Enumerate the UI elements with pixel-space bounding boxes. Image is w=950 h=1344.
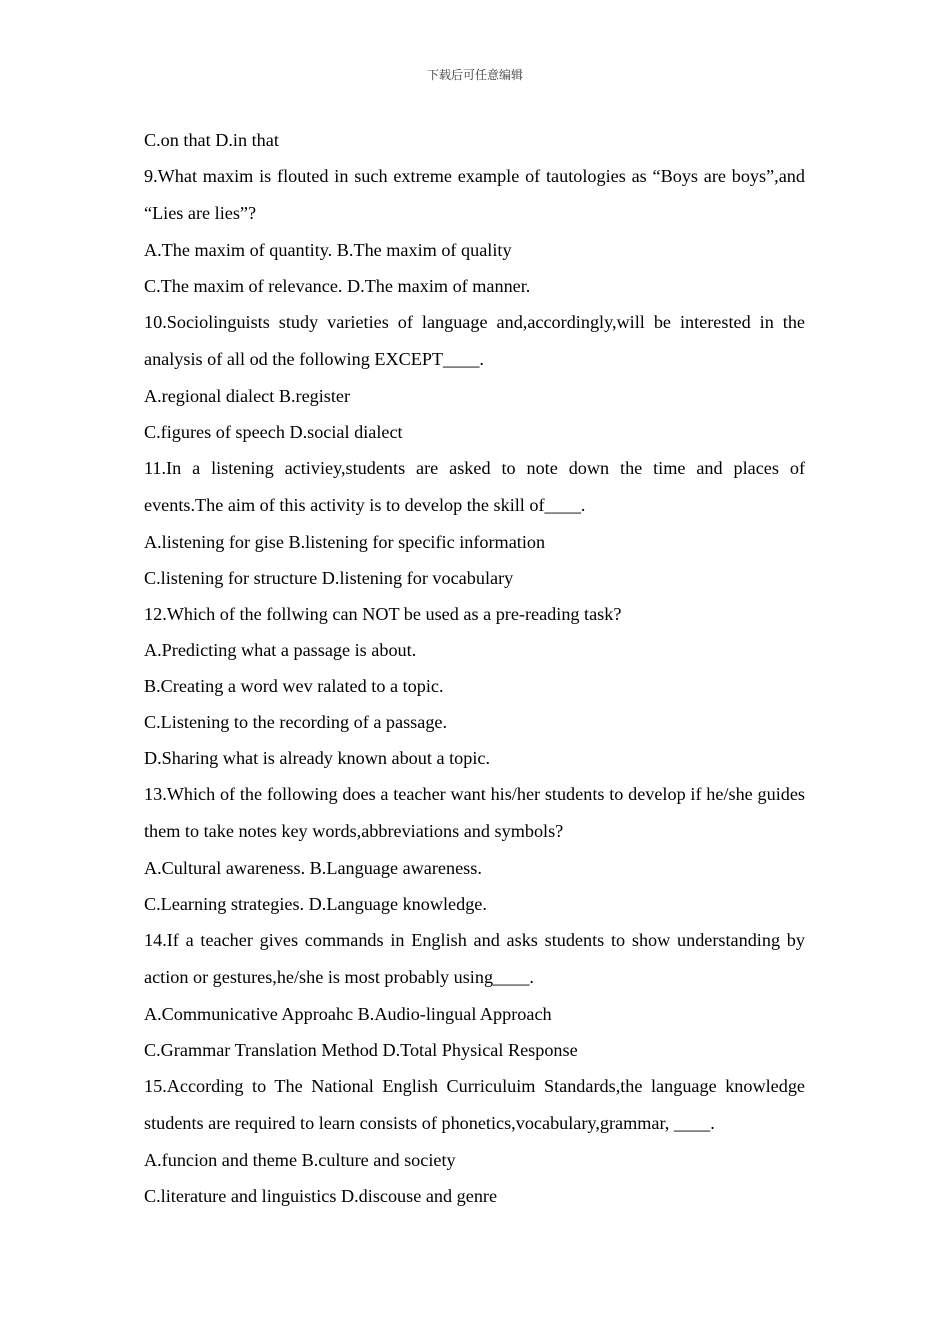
question-10: 10.Sociolinguists study varieties of language and,accordingly,will be interested in the analysis of all od the following EXCEPT____. xyxy=(144,312,805,369)
question-11: 11.In a listening activiey,students are asked to note down the time and places of events.The aim of this activity is to develop the skill of____. xyxy=(144,458,805,515)
question-12-option-b: B.Creating a word wev ralated to a topic. xyxy=(144,676,444,696)
question-15: 15.According to The National English Curriculuim Standards,the language knowledge students are required to learn consists of phonetics,vocabulary,grammar, ____. xyxy=(144,1076,805,1133)
question-12-option-a: A.Predicting what a passage is about. xyxy=(144,640,417,660)
question-13-options-cd: C.Learning strategies. D.Language knowledge. xyxy=(144,894,487,914)
answer-options: C.on that D.in that xyxy=(144,130,279,150)
question-12-option-d: D.Sharing what is already known about a topic. xyxy=(144,748,490,768)
question-15-options-ab: A.funcion and theme B.culture and society xyxy=(144,1150,456,1170)
question-14-options-ab: A.Communicative Approahc B.Audio-lingual Approach xyxy=(144,1004,552,1024)
question-9: 9.What maxim is flouted in such extreme example of tautologies as “Boys are boys”,and “Lies are lies”? xyxy=(144,166,805,223)
question-13-options-ab: A.Cultural awareness. B.Language awareness. xyxy=(144,858,482,878)
question-11-options-cd: C.listening for structure D.listening for vocabulary xyxy=(144,568,514,588)
page-header: 下载后可任意编辑 xyxy=(426,68,523,82)
question-12: 12.Which of the follwing can NOT be used as a pre-reading task? xyxy=(144,604,622,624)
question-9-options-cd: C.The maxim of relevance. D.The maxim of manner. xyxy=(144,276,531,296)
question-11-options-ab: A.listening for gise B.listening for specific information xyxy=(144,532,546,552)
question-10-options-cd: C.figures of speech D.social dialect xyxy=(144,422,403,442)
question-14-options-cd: C.Grammar Translation Method D.Total Physical Response xyxy=(144,1040,578,1060)
question-14: 14.If a teacher gives commands in English and asks students to show understanding by action or gestures,he/she is most probably using____. xyxy=(144,930,805,987)
document-body xyxy=(144,122,805,1214)
question-9-options-ab: A.The maxim of quantity. B.The maxim of quality xyxy=(144,240,512,260)
question-12-option-c: C.Listening to the recording of a passage. xyxy=(144,712,448,732)
question-10-options-ab: A.regional dialect B.register xyxy=(144,386,351,406)
question-15-options-cd: C.literature and linguistics D.discouse and genre xyxy=(144,1186,498,1206)
question-13: 13.Which of the following does a teacher want his/her students to develop if he/she guides them to take notes key words,abbreviations and symbols? xyxy=(144,784,805,841)
